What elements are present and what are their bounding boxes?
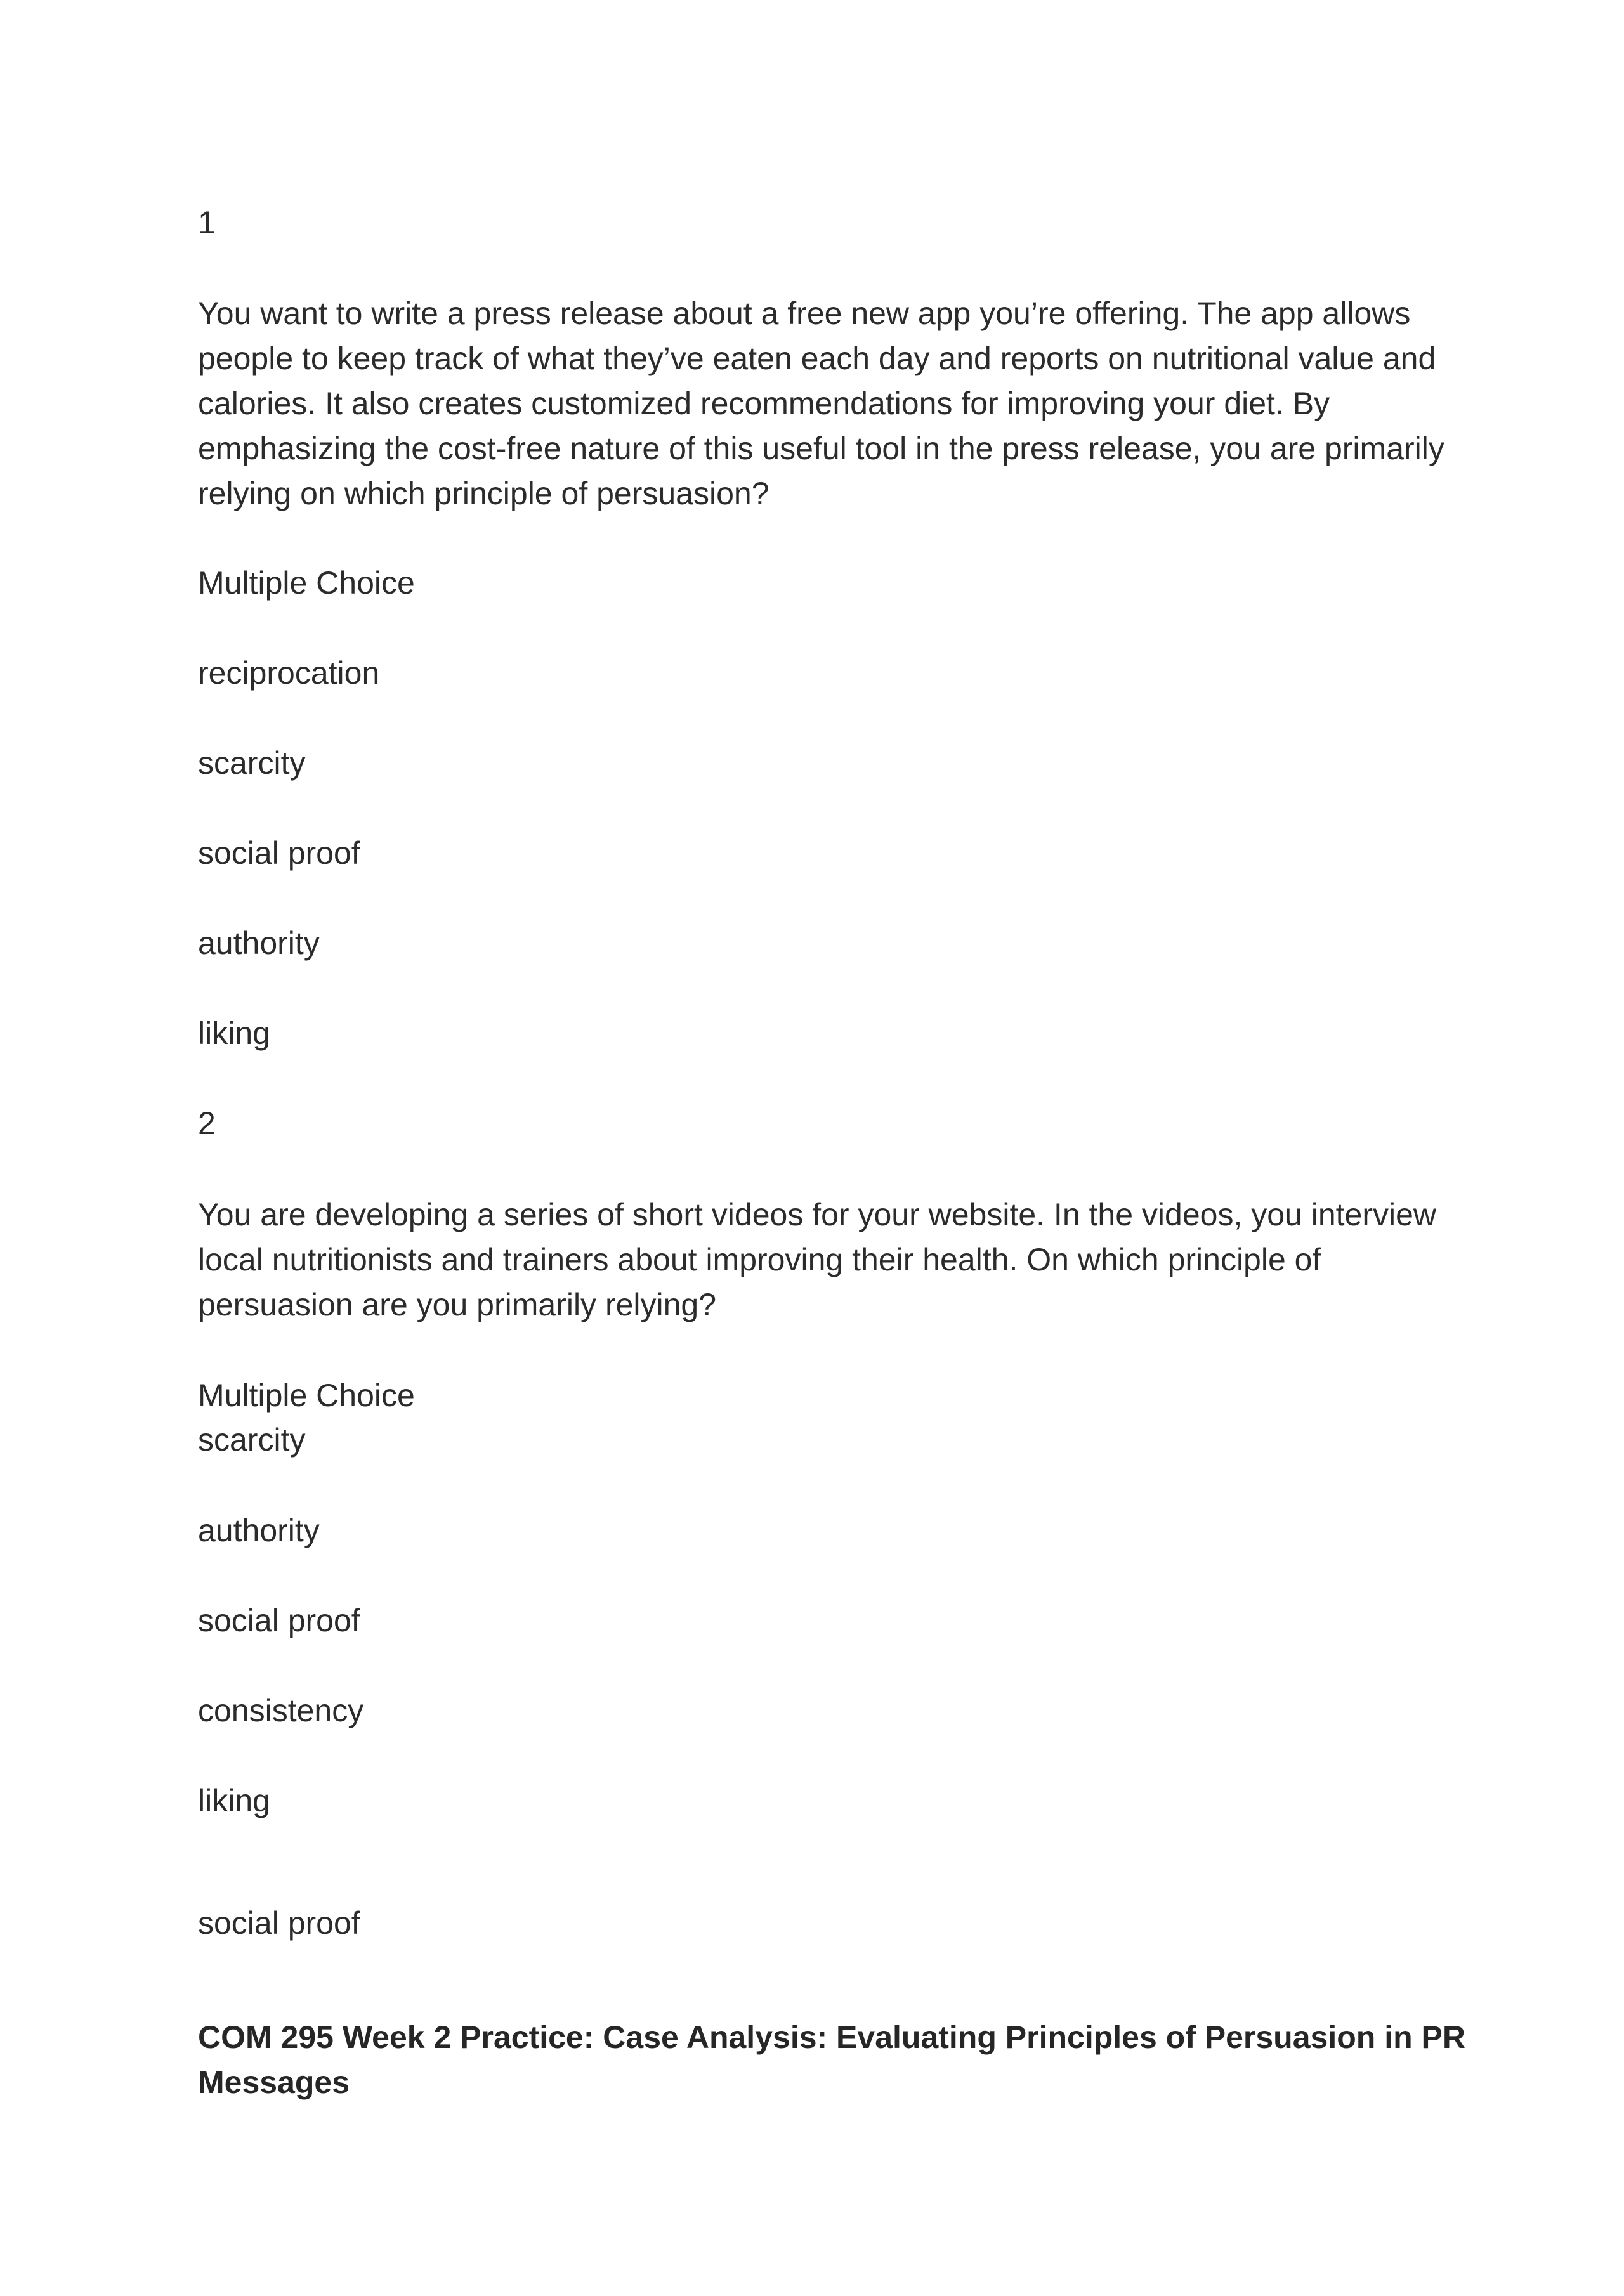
question-number: 1 [198, 205, 216, 240]
answer-text: social proof [198, 1905, 360, 1941]
answer-option: scarcity [198, 1422, 306, 1458]
question-type-label: Multiple Choice [198, 1378, 415, 1413]
question-number: 2 [198, 1106, 216, 1141]
question-text: You are developing a series of short videos for your website. In the videos, you interview local nutritionists and trainers about improving their health. On which principle of persuasion are you primarily relying? [198, 1197, 1437, 1322]
answer-option: scarcity [198, 745, 306, 781]
answer-option: consistency [198, 1693, 364, 1728]
answer-option: authority [198, 925, 320, 961]
answer-option: liking [198, 1783, 270, 1818]
course-heading: COM 295 Week 2 Practice: Case Analysis: Evaluating Principles of Persuasion in PR Messages [198, 2019, 1465, 2100]
question-text: You want to write a press release about a free new app you’re offering. The app allows people to keep track of what they’ve eaten each day and reports on nutritional value and calories. It also creates customized recommendations for improving your diet. By emphasizing the cost-free nature of this useful tool in the press release, you are primarily relying on which principle of persuasion? [198, 296, 1444, 511]
answer-option: social proof [198, 1603, 360, 1638]
question-type-label: Multiple Choice [198, 565, 415, 601]
answer-option: authority [198, 1513, 320, 1548]
answer-option: reciprocation [198, 655, 380, 691]
answer-option: liking [198, 1015, 270, 1051]
answer-option: social proof [198, 835, 360, 871]
